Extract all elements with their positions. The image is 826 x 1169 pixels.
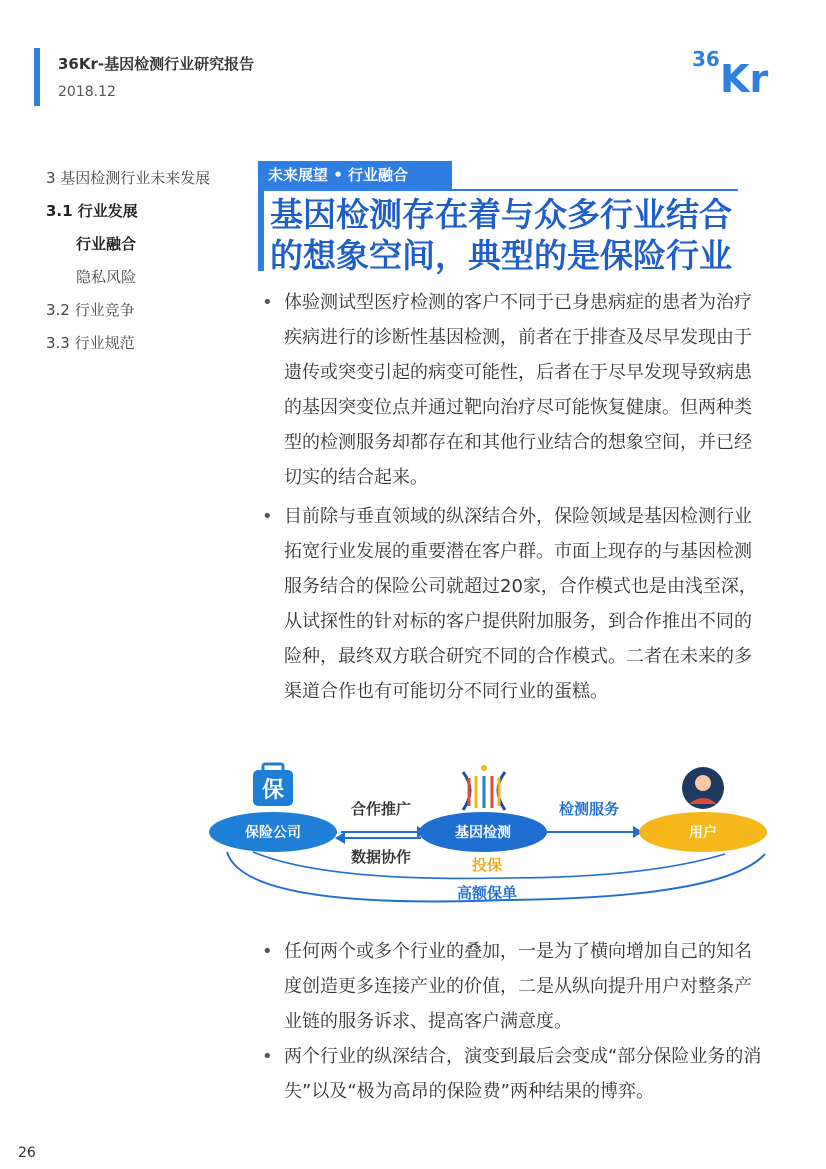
bullet-list-bottom — [262, 934, 762, 1109]
bullet-text: 两个行业的纵深结合，演变到最后会变成“部分保险业务的消失”以及“极为高昂的保险费”两种结果的博弈。 — [284, 1046, 762, 1102]
bullet-list-top — [262, 285, 762, 709]
36kr-logo — [690, 44, 790, 96]
policy-label: 高额保单 — [456, 884, 518, 902]
bullet-text: 体验测试型医疗检测的客户不同于已身患病症的患者为治疗疾病进行的诊断性基因检测，前者在于排查及尽早发现由于遗传或突变引起的病变可能性，后者在于尽早发现导致病患的基因突变位点并通过靶向治疗尽可能恢复健康。但两种类型的检测服务却都存在和其他行业结合的想象空间，并已经切实的结合起来。 — [284, 292, 752, 488]
page-number: 26 — [18, 1145, 36, 1161]
header-accent-bar — [34, 48, 40, 106]
bullet-dot-icon: • — [262, 292, 273, 313]
nav-item-industry-fusion[interactable]: 行业融合 — [76, 235, 137, 253]
bullet-text: 任何两个或多个行业的叠加，一是为了横向增加自己的知名度创造更多连接产业的价值，二是从纵向提升用户对整条产业链的服务诉求、提高客户满意度。 — [284, 941, 752, 1032]
nav-item-3-1[interactable]: 3.1 行业发展 — [46, 202, 138, 220]
svg-text:36: 36 — [692, 47, 720, 71]
user-avatar-icon — [682, 767, 724, 809]
data-collab-label: 数据协作 — [350, 848, 412, 866]
headline-line-2: 的想象空间，典型的是保险行业 — [270, 236, 732, 275]
invest-label: 投保 — [471, 856, 503, 874]
insurer-icon — [253, 764, 293, 806]
bullet-dot-icon: • — [262, 941, 273, 962]
dna-icon — [463, 765, 505, 810]
section-tag: 未来展望 • 行业融合 — [258, 161, 452, 190]
user-node-label: 用户 — [689, 825, 717, 841]
gene-test-node-label: 基因检测 — [455, 825, 511, 841]
section-headline — [270, 194, 770, 276]
bullet-item — [262, 499, 762, 709]
report-date: 2018.12 — [58, 84, 116, 100]
headline-line-1: 基因检测存在着与众多行业结合 — [270, 195, 732, 234]
insurer-node-label: 保险公司 — [245, 825, 301, 841]
nav-item-chapter3[interactable]: 3 基因检测行业未来发展 — [46, 169, 211, 187]
bullet-dot-icon: • — [262, 1046, 273, 1067]
bullet-text: 目前除与垂直领域的纵深结合外，保险领域是基因检测行业拓宽行业发展的重要潜在客户群。市面上现存的与基因检测服务结合的保险公司就超过20家，合作模式也是由浅至深，从试探性的针对标的客户提供附加服务，到合作推出不同的险种，最终双方联合研究不同的合作模式。二者在未来的多渠道合作也有可能切分不同行业的蛋糕。 — [284, 506, 757, 702]
headline-top-rule — [258, 189, 738, 191]
bullet-item — [262, 285, 762, 495]
service-label: 检测服务 — [558, 800, 620, 818]
insurance-gene-test-diagram — [205, 760, 785, 910]
report-title: 36Kr-基因检测行业研究报告 — [58, 55, 255, 73]
bullet-item — [262, 1039, 762, 1109]
section-nav — [46, 168, 210, 366]
headline-accent-bar — [258, 189, 264, 271]
bullet-dot-icon: • — [262, 506, 273, 527]
insurer-icon-char: 保 — [261, 778, 285, 803]
nav-item-3-3[interactable]: 3.3 行业规范 — [46, 334, 135, 352]
nav-item-3-2[interactable]: 3.2 行业竞争 — [46, 301, 135, 319]
bullet-item — [262, 934, 762, 1039]
svg-text:Kr: Kr — [720, 57, 769, 96]
promo-label: 合作推广 — [350, 800, 412, 818]
nav-item-privacy-risk[interactable]: 隐私风险 — [76, 268, 137, 286]
